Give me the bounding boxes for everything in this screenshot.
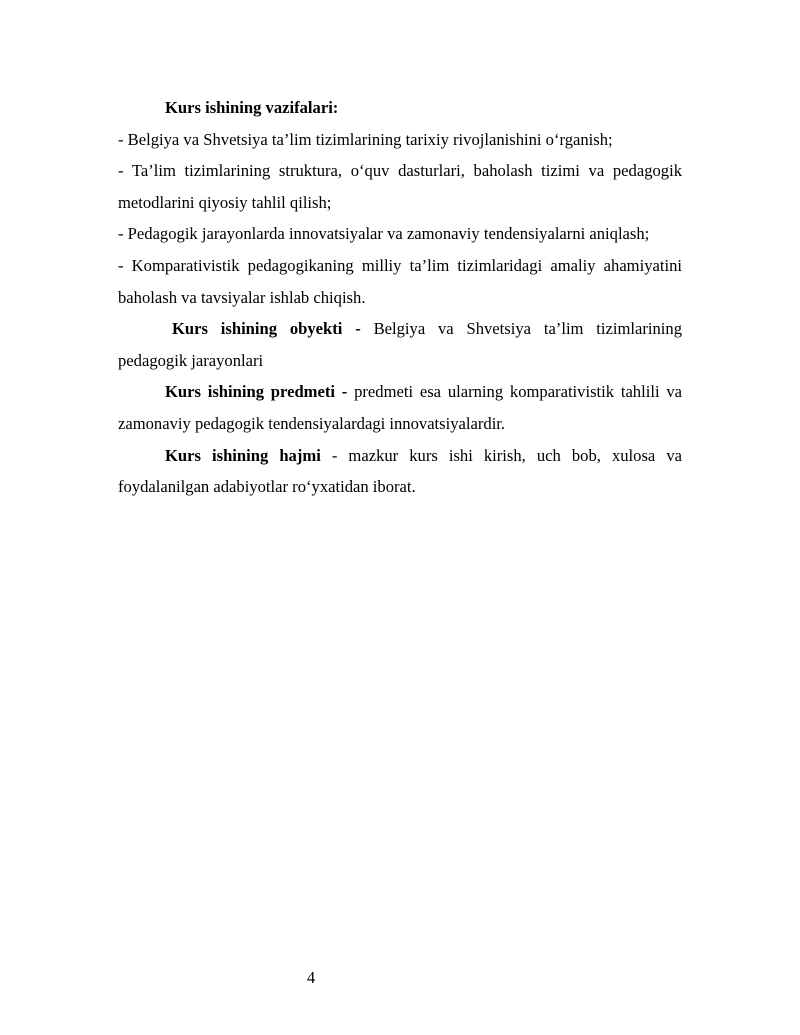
- object-text: Belgiya va Shvetsiya ta’lim tizimlarining pedagogik jarayonlari: [118, 319, 682, 370]
- scope-paragraph: [118, 440, 682, 503]
- task-item-3: - Pedagogik jarayonlarda innovatsiyalar va zamonaviy tendensiyalarni aniqlash;: [118, 224, 650, 244]
- task-item-1: - Belgiya va Shvetsiya ta’lim tizimlarining tarixiy rivojlanishini o‘rganish;: [118, 129, 613, 149]
- scope-label: Kurs ishining hajmi: [165, 445, 321, 465]
- subject-paragraph: [118, 376, 682, 439]
- object-label: Kurs ishining obyekti -: [172, 319, 361, 339]
- page-number: 4: [306, 968, 316, 987]
- task-item-2: - Ta’lim tizimlarining struktura, o‘quv dasturlari, baholash tizimi va pedagogik metodlarini qiyosiy tahlil qilish;: [118, 161, 682, 212]
- subject-label: Kurs ishining predmeti -: [165, 382, 348, 402]
- tasks-heading: Kurs ishining vazifalari:: [165, 98, 339, 117]
- object-paragraph: [118, 313, 682, 376]
- scope-text: - mazkur kurs ishi kirish, uch bob, xulosa va foydalanilgan adabiyotlar ro‘yxatidan iborat.: [118, 445, 682, 497]
- document-body: [118, 92, 682, 503]
- task-item-4: - Komparativistik pedagogikaning milliy ta’lim tizimlaridagi amaliy ahamiyatini baholash va tavsiyalar ishlab chiqish.: [118, 255, 682, 307]
- subject-text: predmeti esa ularning komparativistik tahlili va zamonaviy pedagogik tendensiyalardagi innovatsiyalardir.: [118, 382, 682, 433]
